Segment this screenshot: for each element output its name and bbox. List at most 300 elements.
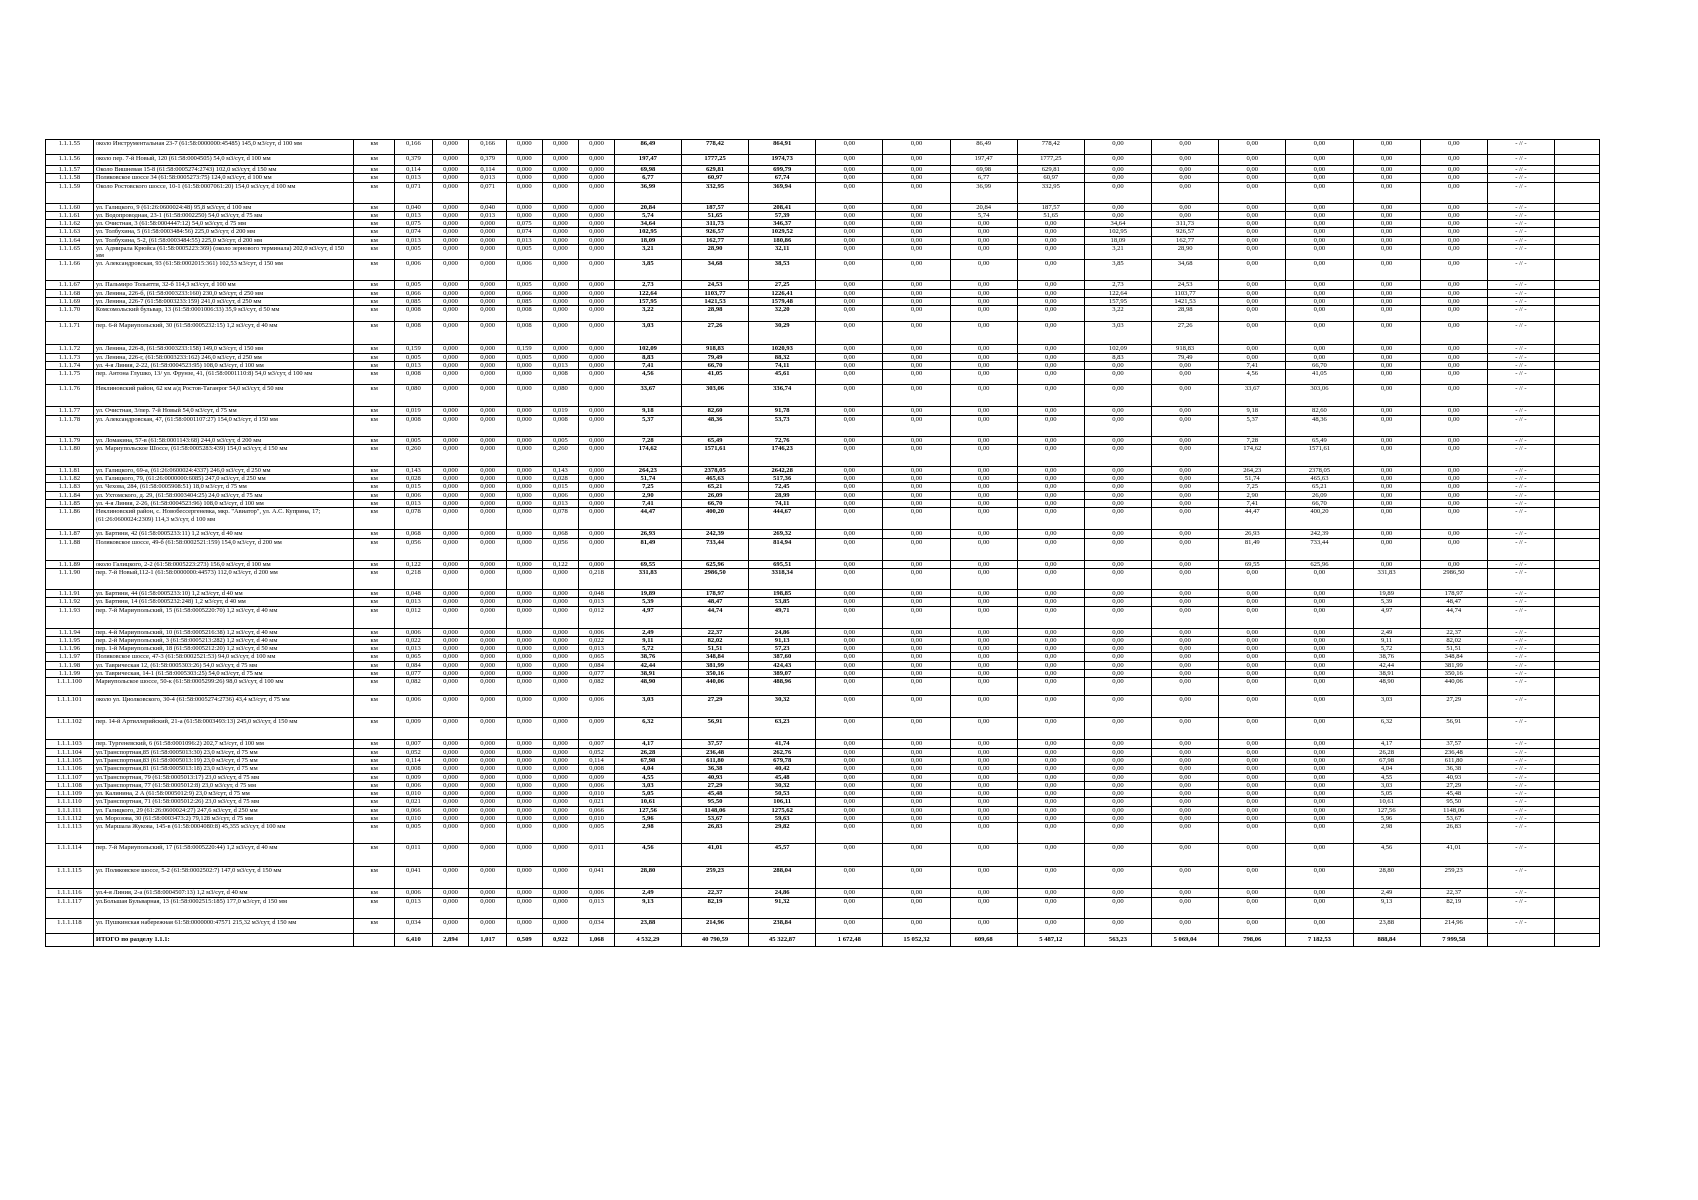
row-value: 0,00 [883,203,950,211]
row-note: - // - [1487,345,1554,353]
row-value: 0,00 [1353,436,1420,444]
table-row [46,211,1600,219]
row-value: 0,00 [950,298,1017,306]
row-value: 0,00 [883,756,950,764]
row-value: 0,00 [1152,407,1219,415]
row-value: 0,000 [506,530,542,538]
row-value: 197,47 [614,155,681,166]
row-value: 91,32 [749,897,816,918]
total-value: 0,509 [506,933,542,946]
row-value: 82,02 [1420,636,1487,644]
row-number: 1.1.1.117 [46,897,94,918]
row-value: 0,000 [579,211,615,219]
row-value: 0,00 [816,166,883,174]
row-value: 0,000 [469,889,507,897]
row-value: 0,000 [579,483,615,491]
row-value: 0,00 [1084,174,1151,182]
row-value: 0,000 [542,806,579,814]
row-note: - // - [1487,781,1554,789]
row-value: 0,078 [542,508,579,530]
row-unit: км [354,636,395,644]
row-value: 0,000 [432,289,469,297]
row-value: 0,00 [1420,500,1487,508]
row-value: 3,03 [614,781,681,789]
row-value: 0,00 [883,598,950,606]
row-value: 0,000 [542,589,579,597]
row-value: 0,00 [1353,466,1420,474]
row-description: пер. 2-й Мариупольский, 3 (61:58:0005213:282) 1,2 м3/сут, d 40 мм [93,636,354,644]
row-value: 0,000 [542,228,579,236]
row-value: 0,006 [579,628,615,636]
row-value: 0,00 [1420,155,1487,166]
row-value: 79,49 [681,353,748,361]
row-value: 0,00 [1017,740,1084,748]
row-value: 0,00 [1219,628,1286,636]
row-note: - // - [1487,444,1554,466]
row-value: 611,80 [1420,756,1487,764]
row-note: - // - [1487,718,1554,740]
row-value: 0,00 [1353,500,1420,508]
row-empty-cell [1554,530,1599,538]
row-value: 0,00 [1084,765,1151,773]
row-value: 2378,05 [681,466,748,474]
row-value: 0,00 [883,228,950,236]
row-description: ул.Транспортная, 79 (61:58:0005013:17) 23,0 м3/сут, d 75 мм [93,773,354,781]
row-value: 1777,25 [681,155,748,166]
row-value: 5,72 [614,645,681,653]
row-value: 0,008 [579,765,615,773]
row-value: 0,00 [816,670,883,678]
row-empty-cell [1554,628,1599,636]
row-value: 0,000 [506,773,542,781]
row-value: 53,67 [1420,814,1487,822]
total-value: 1,068 [579,933,615,946]
row-empty-cell [1554,781,1599,789]
row-unit: км [354,370,395,385]
row-value: 0,260 [395,444,433,466]
row-description: ул. Адмирала Крюйса (61:58:0005223:369) (около зернового терминала) 202,0 м3/сут, d 150 мм [93,245,354,260]
row-value: 0,034 [579,918,615,933]
row-note: - // - [1487,211,1554,219]
row-unit: км [354,897,395,918]
row-description: пер. 7-й Мариупольский, 17 (61:58:0005220:44) 1,2 м3/сут, d 40 мм [93,844,354,867]
row-value: 0,00 [1084,407,1151,415]
row-value: 0,056 [542,538,579,560]
row-value: 0,00 [1286,678,1353,696]
row-value: 0,00 [1219,606,1286,628]
row-value: 0,00 [816,415,883,436]
row-value: 48,90 [614,678,681,696]
row-value: 0,00 [1286,661,1353,669]
row-value: 102,09 [614,345,681,353]
row-value: 0,000 [579,306,615,322]
row-value: 0,000 [469,345,507,353]
total-value: 1 672,48 [816,933,883,946]
row-note: - // - [1487,889,1554,897]
row-value: 0,00 [883,814,950,822]
row-value: 400,20 [1286,508,1353,530]
row-value: 20,84 [950,203,1017,211]
row-value: 0,000 [542,781,579,789]
row-value: 214,96 [681,918,748,933]
row-value: 0,041 [395,867,433,889]
row-note: - // - [1487,475,1554,483]
row-value: 26,09 [1286,491,1353,499]
row-value: 0,00 [950,790,1017,798]
row-value: 303,06 [681,385,748,407]
row-value: 34,68 [1152,260,1219,281]
row-value: 23,88 [614,918,681,933]
row-value: 0,00 [1084,140,1151,155]
row-value: 0,00 [816,718,883,740]
row-value: 67,74 [749,174,816,182]
row-value: 0,00 [1286,140,1353,155]
row-description: ул. Таврическая 12, (61:58:0005303:26) 54,0 м3/сут, d 75 мм [93,661,354,669]
row-value: 0,00 [1084,889,1151,897]
row-value: 0,114 [469,166,507,174]
row-note: - // - [1487,260,1554,281]
row-number: 1.1.1.94 [46,628,94,636]
row-value: 242,39 [681,530,748,538]
row-value: 178,97 [1420,589,1487,597]
row-value: 69,98 [614,166,681,174]
row-unit: км [354,740,395,748]
row-value: 49,71 [749,606,816,628]
row-value: 0,00 [950,661,1017,669]
row-value: 0,00 [816,182,883,203]
row-value: 0,013 [469,174,507,182]
row-value: 0,000 [506,823,542,844]
row-value: 2,73 [614,281,681,289]
row-value: 0,00 [816,889,883,897]
row-value: 0,00 [950,798,1017,806]
row-description: пер. 7-й Новый,112-1 (61:58:0000000:44573) 112,0 м3/сут, d 200 мм [93,568,354,589]
row-number: 1.1.1.60 [46,203,94,211]
row-value: 0,00 [1084,867,1151,889]
row-unit: км [354,353,395,361]
row-unit: км [354,211,395,219]
row-value: 0,00 [950,756,1017,764]
row-value: 0,00 [1017,385,1084,407]
row-value: 0,00 [1017,483,1084,491]
row-unit: км [354,560,395,568]
row-value: 0,00 [883,568,950,589]
row-value: 0,00 [883,670,950,678]
row-value: 0,000 [432,756,469,764]
row-value: 9,18 [1219,407,1286,415]
row-unit: км [354,918,395,933]
row-value: 0,000 [506,653,542,661]
row-value: 1103,77 [1152,289,1219,297]
row-value: 0,008 [542,415,579,436]
row-description: ул. Поляковское шоссе, 5-2 (61:58:0002502:7) 147,0 м3/сут, d 150 мм [93,867,354,889]
row-value: 0,00 [883,678,950,696]
table-row [46,483,1600,491]
row-value: 0,00 [1353,508,1420,530]
row-value: 2,90 [614,491,681,499]
row-value: 0,013 [395,598,433,606]
row-value: 0,048 [395,589,433,597]
row-value: 0,00 [1084,645,1151,653]
budget-table [45,139,1600,947]
row-empty-cell [1554,322,1599,345]
row-value: 0,011 [395,844,433,867]
row-value: 0,000 [506,889,542,897]
row-value: 0,00 [950,322,1017,345]
row-value: 0,082 [579,678,615,696]
row-value: 0,000 [469,306,507,322]
row-value: 0,00 [1219,289,1286,297]
row-value: 0,00 [816,236,883,244]
row-value: 0,000 [579,155,615,166]
row-value: 0,000 [469,228,507,236]
row-value: 0,00 [1017,790,1084,798]
table-row [46,530,1600,538]
row-note: - // - [1487,174,1554,182]
row-value: 387,60 [749,653,816,661]
row-value: 0,000 [432,500,469,508]
table-row [46,407,1600,415]
row-value: 0,000 [432,740,469,748]
row-value: 0,00 [1152,370,1219,385]
row-value: 0,00 [1084,182,1151,203]
row-unit: км [354,491,395,499]
row-description: ул. Ленина, 226-7 (61:58:0003233:159) 241,0 м3/сут, d 250 мм [93,298,354,306]
table-row [46,491,1600,499]
row-value: 56,91 [1420,718,1487,740]
row-empty-cell [1554,407,1599,415]
row-empty-cell [1554,773,1599,781]
row-description: ул.Транспортная,81 (61:58:0005013:18) 23,0 м3/сут, d 75 мм [93,765,354,773]
row-value: 0,00 [950,748,1017,756]
row-value: 0,00 [1353,245,1420,260]
row-value: 0,00 [883,174,950,182]
row-value: 0,00 [950,260,1017,281]
row-value: 0,00 [1353,385,1420,407]
row-value: 41,74 [749,740,816,748]
row-note: - // - [1487,589,1554,597]
row-value: 0,00 [1017,245,1084,260]
row-value: 0,000 [469,661,507,669]
row-value: 0,00 [950,306,1017,322]
row-value: 0,00 [950,765,1017,773]
row-value: 0,00 [1286,568,1353,589]
total-value: 4 532,29 [614,933,681,946]
row-note: - // - [1487,508,1554,530]
row-number: 1.1.1.77 [46,407,94,415]
row-value: 0,000 [506,508,542,530]
row-value: 0,00 [883,466,950,474]
row-value: 0,00 [1219,155,1286,166]
row-value: 0,00 [1420,508,1487,530]
row-value: 0,006 [395,781,433,789]
row-value: 0,000 [469,245,507,260]
row-value: 0,000 [432,236,469,244]
row-value: 0,00 [1084,670,1151,678]
row-value: 0,114 [579,756,615,764]
row-value: 0,000 [506,140,542,155]
row-value: 0,000 [469,636,507,644]
row-unit: км [354,653,395,661]
row-value: 0,00 [816,245,883,260]
row-value: 0,00 [883,560,950,568]
row-value: 0,00 [1353,236,1420,244]
row-value: 0,000 [506,538,542,560]
row-value: 0,000 [469,220,507,228]
row-value: 0,008 [542,370,579,385]
row-unit: км [354,844,395,867]
row-value: 0,00 [1017,560,1084,568]
row-value: 0,00 [1017,756,1084,764]
row-value: 0,000 [469,260,507,281]
row-value: 0,00 [1353,415,1420,436]
row-number: 1.1.1.71 [46,322,94,345]
row-value: 28,99 [749,491,816,499]
row-value: 0,000 [432,889,469,897]
row-value: 65,21 [1286,483,1353,491]
row-value: 3,85 [1084,260,1151,281]
row-value: 0,000 [542,140,579,155]
row-value: 0,00 [1286,220,1353,228]
row-value: 18,09 [1084,236,1151,244]
row-value: 0,000 [432,353,469,361]
row-value: 53,73 [749,415,816,436]
total-value: 563,23 [1084,933,1151,946]
row-value: 48,47 [1420,598,1487,606]
row-note: - // - [1487,228,1554,236]
row-value: 0,00 [1353,370,1420,385]
row-value: 0,000 [432,140,469,155]
row-value: 82,60 [1286,407,1353,415]
row-value: 0,00 [950,491,1017,499]
row-value: 22,37 [681,628,748,636]
row-value: 0,00 [1219,661,1286,669]
row-value: 1226,41 [749,289,816,297]
row-value: 4,55 [614,773,681,781]
row-value: 0,00 [1420,530,1487,538]
row-description: Неклиновский район, с. Новобессергеневка, мкр. "Авиатор", ул. А.С. Куприна, 17; (61:26:0600024:2309) 114,3 м3/сут, d 100 мм [93,508,354,530]
row-number: 1.1.1.107 [46,773,94,781]
row-note: - // - [1487,281,1554,289]
row-value: 0,00 [1017,508,1084,530]
row-value: 0,005 [542,436,579,444]
row-value: 45,48 [749,773,816,781]
row-value: 0,00 [1017,289,1084,297]
row-value: 0,00 [1420,436,1487,444]
row-description: Поляковское шоссе 34 (61:58:0005273:75) 124,0 м3/сут, d 100 мм [93,174,354,182]
row-unit: км [354,306,395,322]
row-value: 0,000 [469,718,507,740]
row-value: 0,084 [395,661,433,669]
total-row [46,933,1600,946]
row-value: 0,000 [542,322,579,345]
row-value: 0,00 [883,589,950,597]
row-note: - // - [1487,560,1554,568]
row-value: 0,00 [1017,322,1084,345]
table-row [46,823,1600,844]
row-value: 0,00 [883,281,950,289]
row-description: ул. Калинина, 2 А (61:58:0005012:9) 23,0 м3/сут, d 75 мм [93,790,354,798]
row-value: 269,32 [749,530,816,538]
row-value: 0,00 [1286,236,1353,244]
table-row [46,415,1600,436]
row-value: 0,00 [816,298,883,306]
table-row [46,773,1600,781]
row-number: 1.1.1.70 [46,306,94,322]
row-value: 0,000 [506,491,542,499]
row-value: 0,00 [1286,345,1353,353]
row-number: 1.1.1.116 [46,889,94,897]
row-empty-cell [1554,483,1599,491]
table-row [46,289,1600,297]
row-value: 0,00 [883,508,950,530]
row-value: 0,00 [1286,228,1353,236]
row-value: 0,00 [950,823,1017,844]
row-value: 0,00 [1219,798,1286,806]
row-value: 259,23 [1420,867,1487,889]
row-value: 0,000 [579,140,615,155]
row-value: 59,63 [749,814,816,822]
row-value: 0,000 [469,415,507,436]
row-value: 0,000 [432,385,469,407]
row-value: 0,00 [1152,740,1219,748]
row-value: 0,000 [506,798,542,806]
row-value: 465,63 [681,475,748,483]
row-value: 0,00 [816,765,883,773]
row-value: 0,000 [469,678,507,696]
row-value: 611,80 [681,756,748,764]
row-value: 0,00 [950,628,1017,636]
row-value: 0,00 [1152,560,1219,568]
table-row [46,628,1600,636]
row-number: 1.1.1.93 [46,606,94,628]
row-value: 0,000 [506,466,542,474]
row-value: 0,00 [883,661,950,669]
row-value: 0,00 [883,773,950,781]
table-row [46,500,1600,508]
row-value: 0,00 [1219,653,1286,661]
row-value: 0,00 [1219,806,1286,814]
row-empty-cell [1554,798,1599,806]
row-value: 0,000 [432,245,469,260]
row-description: ул. Ленина, 226-8, (61:58:0003233:158) 149,0 м3/сут, d 150 мм [93,345,354,353]
table-row [46,155,1600,166]
row-value: 0,048 [579,589,615,597]
row-value: 0,00 [1286,756,1353,764]
table-row [46,889,1600,897]
row-unit: км [354,500,395,508]
row-value: 0,00 [1219,598,1286,606]
row-value: 9,13 [614,897,681,918]
table-row [46,568,1600,589]
row-empty-cell [1554,661,1599,669]
row-value: 0,114 [395,756,433,764]
row-value: 0,00 [950,889,1017,897]
row-empty-cell [1554,918,1599,933]
row-value: 778,42 [1017,140,1084,155]
row-value: 0,00 [816,436,883,444]
row-value: 0,00 [1152,589,1219,597]
row-note: - // - [1487,415,1554,436]
row-value: 0,379 [469,155,507,166]
row-value: 0,00 [950,228,1017,236]
row-value: 60,97 [1017,174,1084,182]
row-value: 0,00 [883,653,950,661]
row-number: 1.1.1.55 [46,140,94,155]
row-number: 1.1.1.76 [46,385,94,407]
row-description: около пер. 7-й Новый, 120 (61:58:0004505) 54,0 м3/сут, d 100 мм [93,155,354,166]
row-value: 0,00 [1219,345,1286,353]
